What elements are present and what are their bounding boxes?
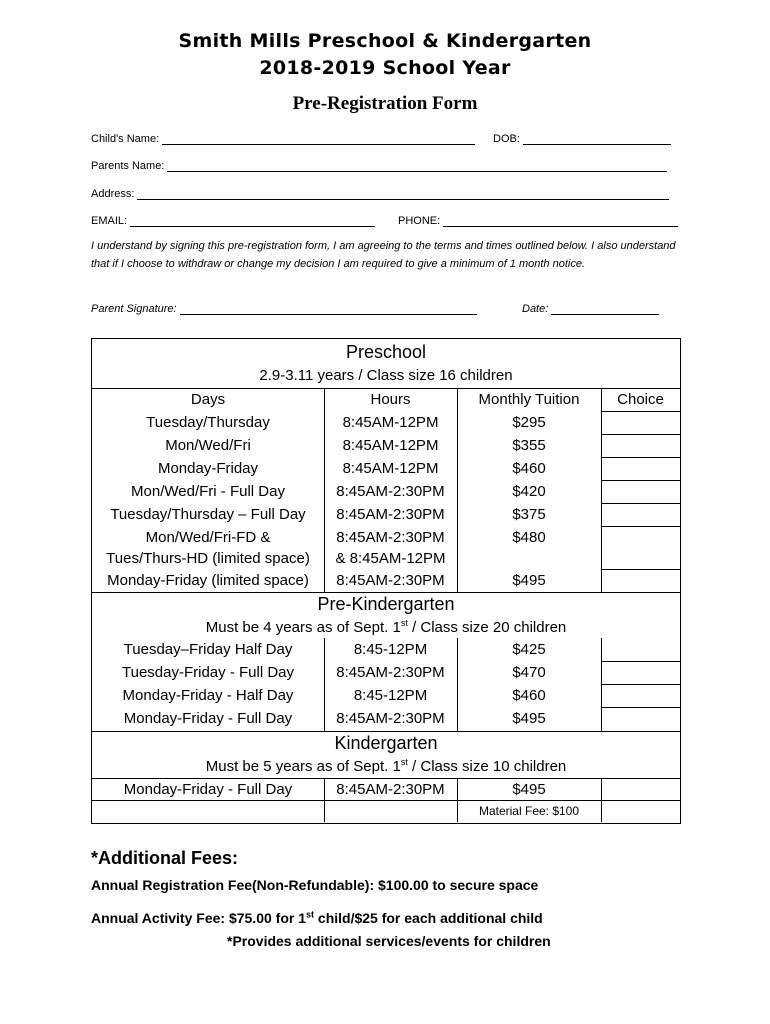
email-field[interactable] — [91, 214, 375, 227]
preschool-hours: 8:45AM-2:30PM — [336, 572, 445, 589]
preschool-tuition: $495 — [512, 572, 546, 589]
preschool-hours: 8:45AM-12PM — [342, 437, 439, 454]
parent-signature-line[interactable] — [180, 302, 477, 315]
date-label: Date: — [522, 303, 549, 315]
kindergarten-tuition: $495 — [512, 781, 546, 798]
kindergarten-title: Kindergarten — [334, 733, 438, 753]
prek-hours: 8:45AM-2:30PM — [336, 664, 445, 681]
prek-days: Tuesday–Friday Half Day — [123, 641, 293, 658]
preschool-hours: 8:45AM-12PM — [342, 460, 439, 477]
kindergarten-hours: 8:45AM-2:30PM — [336, 781, 445, 798]
email-label: EMAIL: — [91, 215, 128, 227]
agreement-statement: I understand by signing this pre-registration form, I am agreeing to the terms and times outlined below. I also understand that if I choose to withdraw or change my decision I am required to give a minimum of 1 month notice. — [91, 240, 676, 270]
parents-name-line[interactable] — [167, 159, 667, 172]
activity-fee-note: *Provides additional services/events for children — [227, 933, 551, 949]
preschool-hours: 8:45AM-2:30PM — [336, 506, 445, 523]
activity-fee: Annual Activity Fee: $75.00 for 1st child/$25 for each additional child — [91, 909, 543, 926]
form-title: Pre-Registration Form — [292, 93, 478, 114]
registration-fee: Annual Registration Fee(Non-Refundable): $100.00 to secure space — [91, 877, 539, 893]
parents-name-field[interactable] — [91, 159, 667, 172]
phone-line[interactable] — [443, 214, 678, 227]
preschool-tuition: $375 — [512, 506, 546, 523]
preschool-tuition: $420 — [512, 483, 546, 500]
material-fee: Material Fee: $100 — [478, 804, 580, 818]
preschool-tuition — [457, 547, 601, 570]
additional-fees-heading: *Additional Fees: — [91, 848, 239, 868]
preschool-days: Monday-Friday (limited space) — [107, 572, 309, 589]
header-tuition: Monthly Tuition — [478, 391, 580, 408]
kindergarten-subtitle: Must be 5 years as of Sept. 1st / Class size 10 children — [205, 757, 567, 775]
preschool-tuition: $355 — [512, 437, 546, 454]
prek-subtitle: Must be 4 years as of Sept. 1st / Class size 20 children — [205, 618, 567, 636]
preschool-days: Mon/Wed/Fri — [165, 437, 251, 454]
school-year: 2018-2019 School Year — [259, 57, 511, 79]
preschool-days: Mon/Wed/Fri - Full Day — [131, 483, 285, 500]
header-hours: Hours — [370, 391, 411, 408]
parent-signature-field[interactable] — [91, 302, 477, 315]
date-field[interactable] — [522, 302, 659, 315]
prek-days: Tuesday-Friday - Full Day — [122, 664, 294, 681]
phone-label: PHONE: — [398, 215, 441, 227]
parent-signature-label: Parent Signature: — [91, 303, 177, 315]
preschool-subtitle: 2.9-3.11 years / Class size 16 children — [259, 367, 513, 384]
address-line[interactable] — [137, 187, 669, 200]
preschool-days: Tues/Thurs-HD (limited space) — [106, 550, 310, 567]
preschool-hours: 8:45AM-12PM — [342, 414, 439, 431]
address-label: Address: — [91, 188, 135, 200]
preschool-hours: 8:45AM-2:30PM — [336, 483, 445, 500]
header-days: Days — [190, 391, 226, 408]
preschool-hours: 8:45AM-2:30PM — [336, 529, 445, 546]
child-name-label: Child's Name: — [91, 133, 160, 145]
child-name-field[interactable] — [91, 132, 475, 145]
preschool-days: Monday-Friday — [157, 460, 259, 477]
preschool-tuition: $295 — [512, 414, 546, 431]
preschool-days: Tuesday/Thursday — [146, 414, 270, 431]
header-choice: Choice — [617, 391, 664, 408]
prek-tuition: $470 — [512, 664, 546, 681]
prek-hours: 8:45-12PM — [353, 687, 428, 704]
date-line[interactable] — [551, 302, 659, 315]
email-line[interactable] — [130, 214, 375, 227]
prek-hours: 8:45AM-2:30PM — [336, 710, 445, 727]
parents-name-label: Parents Name: — [91, 160, 165, 172]
child-name-line[interactable] — [162, 132, 475, 145]
dob-field[interactable] — [493, 132, 671, 145]
tuition-table — [91, 338, 681, 824]
preschool-title: Preschool — [345, 342, 427, 362]
preschool-days: Tuesday/Thursday – Full Day — [110, 506, 306, 523]
prek-title: Pre-Kindergarten — [317, 594, 455, 614]
prek-tuition: $425 — [512, 641, 546, 658]
school-title: Smith Mills Preschool & Kindergarten — [178, 30, 592, 52]
preschool-tuition: $480 — [512, 529, 546, 546]
preschool-tuition: $460 — [512, 460, 546, 477]
preschool-hours: & 8:45AM-12PM — [335, 550, 446, 567]
prek-tuition: $495 — [512, 710, 546, 727]
prek-days: Monday-Friday - Half Day — [122, 687, 294, 704]
dob-line[interactable] — [523, 132, 671, 145]
address-field[interactable] — [91, 187, 669, 200]
prek-tuition: $460 — [512, 687, 546, 704]
kindergarten-days: Monday-Friday - Full Day — [123, 781, 293, 798]
preschool-days: Mon/Wed/Fri-FD & — [145, 529, 271, 546]
phone-field[interactable] — [398, 214, 678, 227]
dob-label: DOB: — [493, 133, 520, 145]
prek-hours: 8:45-12PM — [353, 641, 428, 658]
prek-days: Monday-Friday - Full Day — [123, 710, 293, 727]
